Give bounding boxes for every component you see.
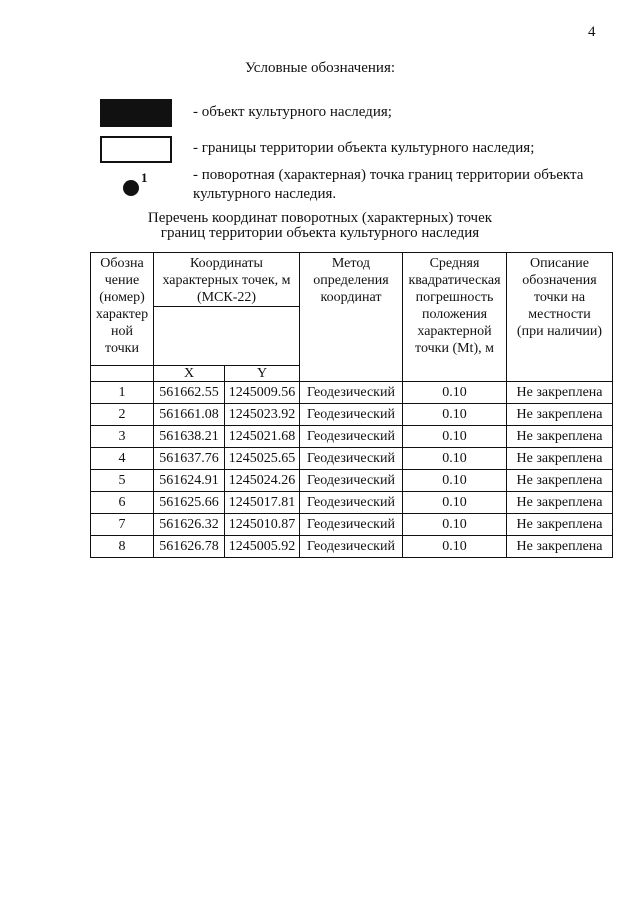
method-cell: Геодезический [300, 536, 403, 558]
header-coordinates [154, 253, 300, 307]
x-coordinate-cell: 561638.21 [154, 426, 225, 448]
description-cell: Не закреплена [507, 492, 613, 514]
description-cell: Не закреплена [507, 536, 613, 558]
header-designation-line: характер [95, 307, 149, 322]
description-cell: Не закреплена [507, 448, 613, 470]
header-description [507, 253, 613, 382]
turning-point-symbol-icon [123, 180, 139, 196]
header-method-line: Метод [331, 256, 371, 271]
y-coordinate-cell: 1245021.68 [225, 426, 300, 448]
x-coordinate-cell: 561637.76 [154, 448, 225, 470]
error-cell: 0.10 [403, 448, 507, 470]
point-number-cell: 3 [91, 426, 154, 448]
y-coordinate-cell: 1245005.92 [225, 536, 300, 558]
point-number-cell: 1 [91, 382, 154, 404]
territory-boundary-symbol-icon [100, 136, 172, 163]
error-cell: 0.10 [403, 492, 507, 514]
header-designation-line: чение [104, 273, 140, 288]
legend-item-object: - объект культурного наследия; [193, 104, 392, 120]
point-number-cell: 2 [91, 404, 154, 426]
table-row [91, 536, 613, 558]
header-designation-spacer [91, 366, 154, 382]
header-coordinates-spacer [154, 307, 300, 366]
method-cell: Геодезический [300, 426, 403, 448]
header-designation-line: точки [105, 341, 139, 356]
header-method-line: определения [313, 273, 389, 288]
header-error-line: характерной [417, 324, 492, 339]
header-description-line: Описание [530, 256, 589, 271]
header-description-line: местности [528, 307, 591, 322]
header-error-line: точки (Mt), м [415, 341, 494, 356]
table-title-line2: границ территории объекта культурного наследия [160, 225, 480, 241]
error-cell: 0.10 [403, 536, 507, 558]
cultural-heritage-object-symbol-icon [100, 99, 172, 127]
header-error-line: Средняя [429, 256, 480, 271]
x-coordinate-cell: 561626.32 [154, 514, 225, 536]
table-row [91, 426, 613, 448]
table-row [91, 514, 613, 536]
point-number-cell: 6 [91, 492, 154, 514]
header-description-line: обозначения [522, 273, 597, 288]
table-row [91, 382, 613, 404]
header-method [300, 253, 403, 382]
table-row [91, 448, 613, 470]
point-number-cell: 5 [91, 470, 154, 492]
method-cell: Геодезический [300, 404, 403, 426]
x-coordinate-cell: 561626.78 [154, 536, 225, 558]
legend-item-turning-point-line2: культурного наследия. [193, 186, 337, 202]
header-method-line: координат [320, 290, 382, 305]
point-number-cell: 7 [91, 514, 154, 536]
legend-item-boundary: - границы территории объекта культурного наследия; [193, 140, 535, 156]
error-cell: 0.10 [403, 514, 507, 536]
description-cell: Не закреплена [507, 404, 613, 426]
header-coordinates-line: характерных точек, м [162, 273, 291, 288]
header-designation-line: (номер) [99, 290, 145, 305]
header-error-line: погрешность [415, 290, 494, 305]
legend-item-turning-point [193, 166, 583, 204]
description-cell: Не закреплена [507, 426, 613, 448]
y-coordinate-cell: 1245010.87 [225, 514, 300, 536]
legend-item-turning-point-line1: - поворотная (характерная) точка границ территории объекта [193, 167, 584, 183]
method-cell: Геодезический [300, 470, 403, 492]
point-number-cell: 4 [91, 448, 154, 470]
table-row [91, 404, 613, 426]
method-cell: Геодезический [300, 492, 403, 514]
x-coordinate-cell: 561662.55 [154, 382, 225, 404]
error-cell: 0.10 [403, 382, 507, 404]
table-title-line1: Перечень координат поворотных (характерных) точек [147, 210, 493, 226]
y-coordinate-cell: 1245009.56 [225, 382, 300, 404]
turning-point-symbol-label: 1 [141, 170, 148, 185]
error-cell: 0.10 [403, 404, 507, 426]
y-coordinate-cell: 1245024.26 [225, 470, 300, 492]
description-cell: Не закреплена [507, 382, 613, 404]
x-coordinate-cell: 561624.91 [154, 470, 225, 492]
x-coordinate-cell: 561625.66 [154, 492, 225, 514]
description-cell: Не закреплена [507, 470, 613, 492]
header-description-line: точки на [533, 290, 586, 305]
header-error-line: положения [421, 307, 488, 322]
header-x: X [154, 366, 225, 382]
error-cell: 0.10 [403, 470, 507, 492]
method-cell: Геодезический [300, 382, 403, 404]
header-description-line: (при наличии) [516, 324, 603, 339]
header-y: Y [225, 366, 300, 382]
header-coordinates-line: Координаты [190, 256, 263, 271]
description-cell: Не закреплена [507, 514, 613, 536]
table-row [91, 492, 613, 514]
header-designation [91, 253, 154, 366]
table-title [0, 211, 640, 241]
legend-title: Условные обозначения: [244, 60, 396, 76]
header-error-line: квадратическая [408, 273, 501, 288]
x-coordinate-cell: 561661.08 [154, 404, 225, 426]
header-designation-line: ной [111, 324, 133, 339]
error-cell: 0.10 [403, 426, 507, 448]
header-error [403, 253, 507, 382]
y-coordinate-cell: 1245023.92 [225, 404, 300, 426]
method-cell: Геодезический [300, 448, 403, 470]
coordinates-table [90, 252, 613, 558]
table-row [91, 470, 613, 492]
y-coordinate-cell: 1245017.81 [225, 492, 300, 514]
page-number: 4 [588, 24, 596, 40]
header-designation-line: Обозна [100, 256, 144, 271]
point-number-cell: 8 [91, 536, 154, 558]
method-cell: Геодезический [300, 514, 403, 536]
header-coordinates-line: (МСК-22) [196, 290, 257, 305]
y-coordinate-cell: 1245025.65 [225, 448, 300, 470]
